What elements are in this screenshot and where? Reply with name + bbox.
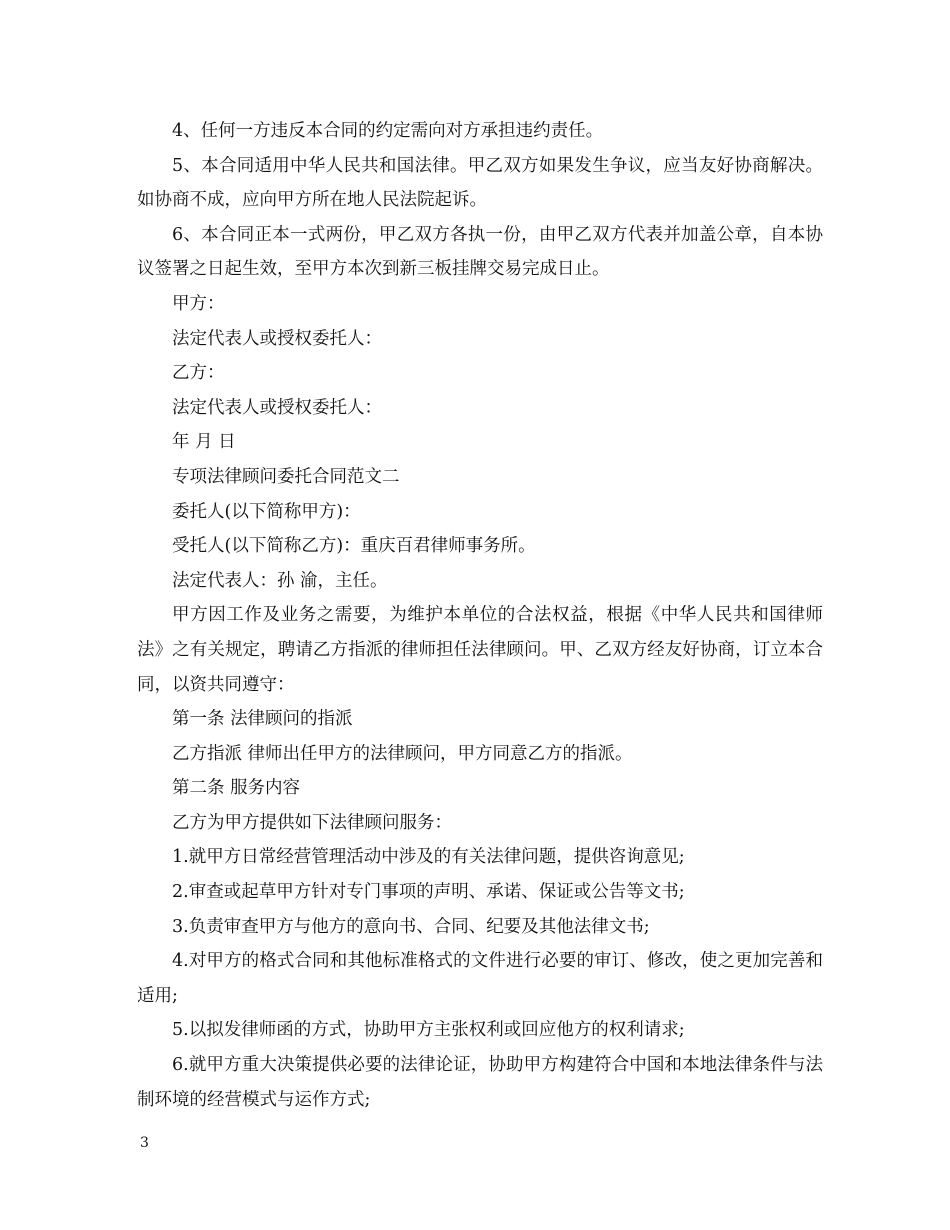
client-party: 委托人(以下简称甲方)： bbox=[172, 501, 361, 522]
sample-two-title: 专项法律顾问委托合同范文二 bbox=[172, 466, 400, 487]
document-body bbox=[137, 114, 823, 1117]
article-1-heading: 第一条 法律顾问的指派 bbox=[172, 709, 353, 730]
trustee-party: 受托人(以下简称乙方)：重庆百君律师事务所。 bbox=[172, 536, 536, 557]
service-item-6: 6.就甲方重大决策提供必要的法律论证，协助甲方构建符合中国和本地法律条件与法制环境的经营模式与运作方式; bbox=[137, 1055, 823, 1110]
service-item-2: 2.审查或起草甲方针对专门事项的声明、承诺、保证或公告等文书; bbox=[172, 882, 685, 903]
article-1-body: 乙方指派 律师出任甲方的法律顾问，甲方同意乙方的指派。 bbox=[172, 743, 633, 764]
service-item-1: 1.就甲方日常经营管理活动中涉及的有关法律问题，提供咨询意见; bbox=[172, 847, 685, 868]
party-b-label: 乙方： bbox=[172, 363, 225, 384]
clause-6-copies-and-effect: 6、本合同正本一式两份，甲乙双方各执一份，由甲乙双方代表并加盖公章，自本协议签署之日起生效，至甲方本次到新三板挂牌交易完成日止。 bbox=[137, 224, 823, 280]
service-item-5: 5.以拟发律师函的方式，协助甲方主张权利或回应他方的权利请求; bbox=[172, 1020, 685, 1041]
article-2-intro: 乙方为甲方提供如下法律顾问服务： bbox=[172, 812, 452, 833]
service-item-4: 4.对甲方的格式合同和其他标准格式的文件进行必要的审订、修改，使之更加完善和适用; bbox=[137, 951, 823, 1006]
preamble: 甲方因工作及业务之需要，为维护本单位的合法权益，根据《中华人民共和国律师法》之有关规定，聘请乙方指派的律师担任法律顾问。甲、乙双方经友好协商，订立本合同，以资共同遵守： bbox=[137, 605, 823, 695]
clause-4-breach-liability: 4、任何一方违反本合同的约定需向对方承担违约责任。 bbox=[172, 121, 604, 141]
signature-date: 年 月 日 bbox=[172, 432, 236, 453]
legal-representative: 法定代表人：孙 渝，主任。 bbox=[172, 570, 388, 591]
page-number: 3 bbox=[140, 1135, 149, 1151]
clause-5-governing-law: 5、本合同适用中华人民共和国法律。甲乙双方如果发生争议，应当友好协商解决。如协商不成，应向甲方所在地人民法院起诉。 bbox=[137, 155, 823, 211]
party-b-representative: 法定代表人或授权委托人： bbox=[172, 397, 382, 418]
party-a-representative: 法定代表人或授权委托人： bbox=[172, 328, 382, 349]
party-a-label: 甲方： bbox=[172, 293, 225, 314]
service-item-3: 3.负责审查甲方与他方的意向书、合同、纪要及其他法律文书; bbox=[172, 916, 650, 937]
article-2-heading: 第二条 服务内容 bbox=[172, 778, 301, 799]
